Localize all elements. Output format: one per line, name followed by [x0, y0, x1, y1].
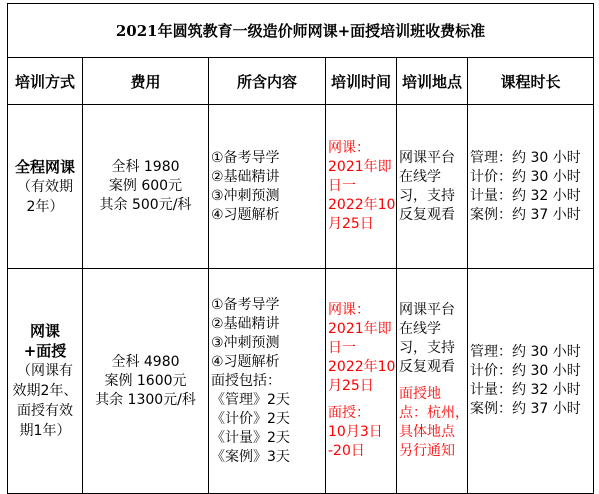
place-line: 反复观看	[399, 206, 455, 223]
fee-line: 全科 1980	[111, 159, 180, 175]
time-line: 日一	[328, 340, 356, 356]
place-cell	[397, 269, 468, 494]
time-line: 网课：	[328, 140, 370, 156]
content-item: 《计价》2天	[211, 410, 290, 427]
method-note: 面授有效	[17, 403, 73, 419]
fee-standard-table	[7, 3, 594, 494]
duration-line: 计量：约 32 小时	[470, 382, 581, 398]
duration-line: 案例：约 37 小时	[470, 401, 581, 417]
place-line: 具体地点	[399, 424, 455, 440]
table-title: 2021年圆筑教育一级造价师网课+面授培训班收费标准	[8, 4, 594, 58]
method-note: （网课有	[17, 363, 73, 379]
time-line: 月25日	[328, 216, 374, 232]
method-name: 网课	[29, 322, 60, 340]
content-item: 《案例》3天	[211, 448, 290, 465]
duration-line: 管理：约 30 小时	[470, 344, 581, 360]
time-line: 2021年即	[328, 321, 392, 337]
content-item: ①备考导学	[211, 149, 280, 166]
place-line: 习，支持	[399, 187, 455, 204]
place-line: 在线学	[399, 321, 441, 337]
content-item: ②基础精讲	[211, 315, 280, 332]
method-name: +面授	[23, 342, 67, 360]
place-line: 点：杭州，	[399, 405, 469, 421]
fee-line: 全科 4980	[111, 353, 180, 370]
content-cell	[209, 269, 326, 494]
place-line: 网课平台	[399, 149, 455, 166]
content-item: 《计量》2天	[211, 429, 290, 446]
duration-line: 计量：约 32 小时	[470, 187, 581, 204]
method-note: 效期2年、	[12, 383, 78, 399]
content-cell	[209, 105, 326, 269]
header-time: 培训时间	[326, 58, 397, 105]
method-note: 期1年）	[19, 423, 71, 439]
time-line: 2022年10	[328, 359, 396, 375]
time-line: 10月3日	[328, 424, 383, 440]
spacer	[399, 377, 467, 385]
spacer	[328, 396, 396, 404]
content-item: ①备考导学	[211, 296, 280, 313]
method-cell	[8, 269, 83, 494]
time-line: 面授：	[328, 405, 370, 421]
header-row	[8, 58, 594, 105]
place-line: 面授地	[399, 386, 441, 402]
method-name: 全程网课	[14, 157, 75, 176]
place-line: 另行通知	[399, 443, 455, 459]
content-item: ②基础精讲	[211, 168, 280, 185]
time-cell	[326, 105, 397, 269]
content-item: ③冲刺预测	[211, 187, 280, 204]
content-item: 《管理》2天	[211, 391, 290, 408]
place-cell	[397, 105, 468, 269]
header-duration: 课程时长	[468, 58, 594, 105]
table-row-blended	[8, 269, 594, 494]
fee-line: 其余 500元/科	[99, 197, 192, 213]
fee-line: 案例 1600元	[104, 372, 187, 389]
time-line: 月25日	[328, 378, 374, 394]
time-line: -20日	[328, 443, 365, 459]
fee-line: 其余 1300元/科	[95, 391, 196, 408]
time-line: 网课：	[328, 302, 370, 318]
fee-line: 案例 600元	[108, 178, 183, 194]
duration-cell	[468, 105, 594, 269]
content-item: 面授包括：	[211, 372, 281, 389]
method-note: 2年）	[26, 198, 64, 215]
duration-line: 计价：约 30 小时	[470, 363, 581, 379]
table-row-online	[8, 105, 594, 269]
method-note: （有效期	[17, 178, 73, 195]
place-line: 习，支持	[399, 340, 455, 356]
time-line: 2021年即	[328, 159, 392, 175]
content-item: ④习题解析	[211, 353, 280, 370]
header-fee: 费用	[83, 58, 209, 105]
time-line: 日一	[328, 178, 356, 194]
time-cell	[326, 269, 397, 494]
place-line: 网课平台	[399, 302, 455, 318]
place-line: 在线学	[399, 168, 441, 185]
header-place: 培训地点	[397, 58, 468, 105]
content-item: ④习题解析	[211, 206, 280, 223]
duration-line: 管理：约 30 小时	[470, 149, 581, 166]
place-line: 反复观看	[399, 359, 455, 375]
duration-line: 计价：约 30 小时	[470, 168, 581, 185]
duration-line: 案例：约 37 小时	[470, 206, 581, 223]
duration-cell	[468, 269, 594, 494]
time-line: 2022年10	[328, 197, 396, 213]
method-cell	[8, 105, 83, 269]
fee-cell	[83, 105, 209, 269]
content-item: ③冲刺预测	[211, 334, 280, 351]
fee-cell	[83, 269, 209, 494]
header-method: 培训方式	[8, 58, 83, 105]
header-content: 所含内容	[209, 58, 326, 105]
